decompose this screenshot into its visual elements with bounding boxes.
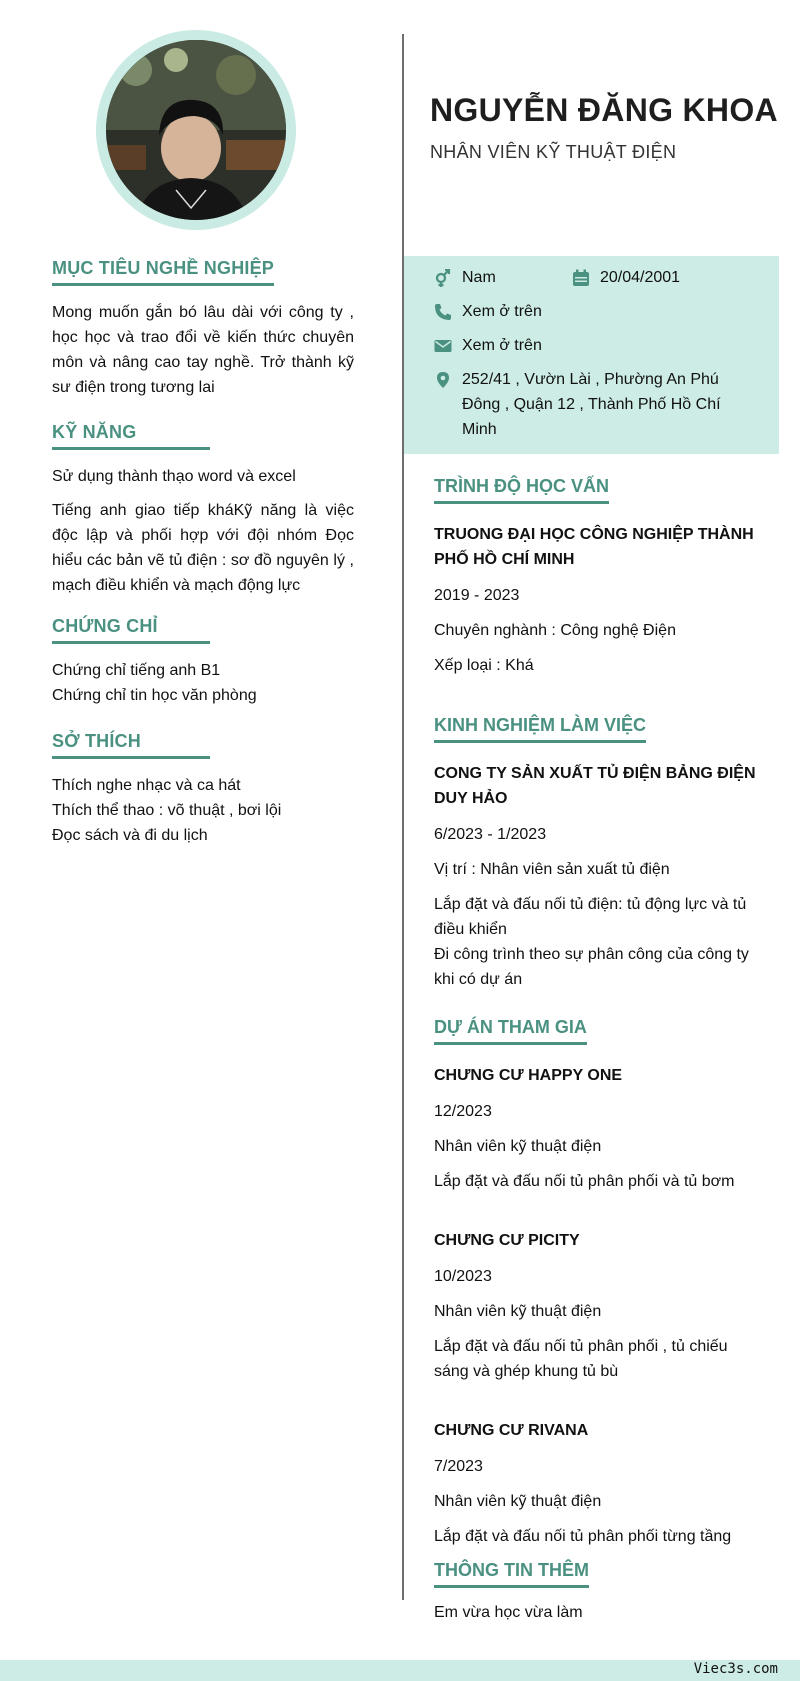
project-name: CHƯNG CƯ PICITY bbox=[434, 1232, 580, 1249]
project-item bbox=[434, 1063, 764, 1194]
experience-task: Lắp đặt và đấu nối tủ điện: tủ động lực và tủ điều khiển bbox=[434, 896, 747, 938]
phone-value: Xem ở trên bbox=[462, 303, 542, 320]
project-date: 7/2023 bbox=[434, 1458, 483, 1475]
objective-text: Mong muốn gắn bó lâu dài với công ty , học học và trao đổi về kiến thức chuyên môn và nâng cao tay nghề. Trở thành kỹ sư điện trong tương lai bbox=[52, 304, 354, 396]
certificate-item: Chứng chỉ tin học văn phòng bbox=[52, 687, 257, 704]
avatar bbox=[106, 40, 286, 220]
project-role: Nhân viên kỹ thuật điện bbox=[434, 1138, 602, 1155]
company-name: CONG TY SẢN XUẤT TỦ ĐIỆN BẢNG ĐIỆN DUY HẢO bbox=[434, 765, 756, 807]
project-item bbox=[434, 1228, 764, 1384]
projects-title: DỰ ÁN THAM GIA bbox=[434, 1017, 587, 1045]
gender-icon bbox=[434, 269, 452, 287]
contact-birthday bbox=[572, 265, 680, 290]
school-name: TRUONG ĐẠI HỌC CÔNG NGHIỆP THÀNH PHỐ HỒ CHÍ MINH bbox=[434, 526, 754, 568]
project-desc: Lắp đặt và đấu nối tủ phân phối , tủ chiếu sáng và ghép khung tủ bù bbox=[434, 1338, 728, 1380]
project-role: Nhân viên kỹ thuật điện bbox=[434, 1493, 602, 1510]
hobby-item: Đọc sách và đi du lịch bbox=[52, 827, 208, 844]
hobby-item: Thích nghe nhạc và ca hát bbox=[52, 777, 241, 794]
calendar-icon bbox=[572, 269, 590, 287]
objective-title: MỤC TIÊU NGHỀ NGHIỆP bbox=[52, 258, 274, 286]
project-item bbox=[434, 1418, 764, 1549]
projects-section bbox=[434, 1017, 764, 1549]
experience-section bbox=[434, 715, 764, 992]
education-section bbox=[434, 476, 764, 678]
address-value: 252/41 , Vườn Lài , Phường An Phú Đông , Quận 12 , Thành Phố Hồ Chí Minh bbox=[462, 371, 721, 438]
education-period: 2019 - 2023 bbox=[434, 587, 520, 604]
phone-icon bbox=[434, 303, 452, 321]
contact-box bbox=[404, 256, 779, 454]
objective-section bbox=[52, 258, 354, 400]
project-role: Nhân viên kỹ thuật điện bbox=[434, 1303, 602, 1320]
hobbies-title: SỞ THÍCH bbox=[52, 731, 210, 759]
project-desc: Lắp đặt và đấu nối tủ phân phối từng tầng bbox=[434, 1528, 732, 1545]
footer-bar bbox=[0, 1660, 800, 1681]
email-icon bbox=[434, 337, 452, 355]
full-name: NGUYỄN ĐĂNG KHOA bbox=[430, 92, 778, 128]
footer-brand[interactable]: Viec3s.com bbox=[693, 1661, 778, 1677]
additional-section bbox=[434, 1560, 764, 1625]
contact-address bbox=[434, 367, 744, 442]
avatar-photo bbox=[106, 40, 286, 220]
experience-position: Vị trí : Nhân viên sản xuất tủ điện bbox=[434, 861, 670, 878]
skill-item: Tiếng anh giao tiếp kháKỹ năng là việc độc lập và phối hợp với đội nhóm Đọc hiểu các bản vẽ tủ điện : sơ đồ nguyên lý , mạch điều khiển và mạch động lực bbox=[52, 502, 354, 594]
certificates-section bbox=[52, 616, 257, 708]
location-icon bbox=[434, 371, 452, 389]
project-name: CHƯNG CƯ RIVANA bbox=[434, 1422, 589, 1439]
contact-email bbox=[434, 333, 542, 358]
contact-gender bbox=[434, 265, 496, 290]
hobbies-section bbox=[52, 731, 281, 848]
job-title: NHÂN VIÊN KỸ THUẬT ĐIỆN bbox=[430, 142, 677, 162]
birthday-value: 20/04/2001 bbox=[600, 269, 681, 286]
skills-title: KỸ NĂNG bbox=[52, 422, 210, 450]
education-grade: Xếp loại : Khá bbox=[434, 657, 534, 674]
email-value: Xem ở trên bbox=[462, 337, 542, 354]
skill-item: Sử dụng thành thạo word và excel bbox=[52, 468, 296, 485]
education-title: TRÌNH ĐỘ HỌC VẤN bbox=[434, 476, 609, 504]
additional-title: THÔNG TIN THÊM bbox=[434, 1560, 589, 1588]
certificate-item: Chứng chỉ tiếng anh B1 bbox=[52, 662, 221, 679]
skills-section bbox=[52, 422, 354, 598]
experience-period: 6/2023 - 1/2023 bbox=[434, 826, 547, 843]
education-major: Chuyên nghành : Công nghệ Điện bbox=[434, 622, 676, 639]
contact-phone bbox=[434, 299, 542, 324]
project-name: CHƯNG CƯ HAPPY ONE bbox=[434, 1067, 623, 1084]
gender-value: Nam bbox=[462, 269, 496, 286]
project-desc: Lắp đặt và đấu nối tủ phân phối và tủ bơm bbox=[434, 1173, 735, 1190]
avatar-ring bbox=[96, 30, 296, 230]
experience-title: KINH NGHIỆM LÀM VIỆC bbox=[434, 715, 646, 743]
additional-text: Em vừa học vừa làm bbox=[434, 1604, 583, 1621]
project-date: 12/2023 bbox=[434, 1103, 492, 1120]
project-date: 10/2023 bbox=[434, 1268, 492, 1285]
hobby-item: Thích thể thao : võ thuật , bơi lội bbox=[52, 802, 282, 819]
certificates-title: CHỨNG CHỈ bbox=[52, 616, 210, 644]
experience-task: Đi công trình theo sự phân công của công ty khi có dự án bbox=[434, 946, 749, 988]
